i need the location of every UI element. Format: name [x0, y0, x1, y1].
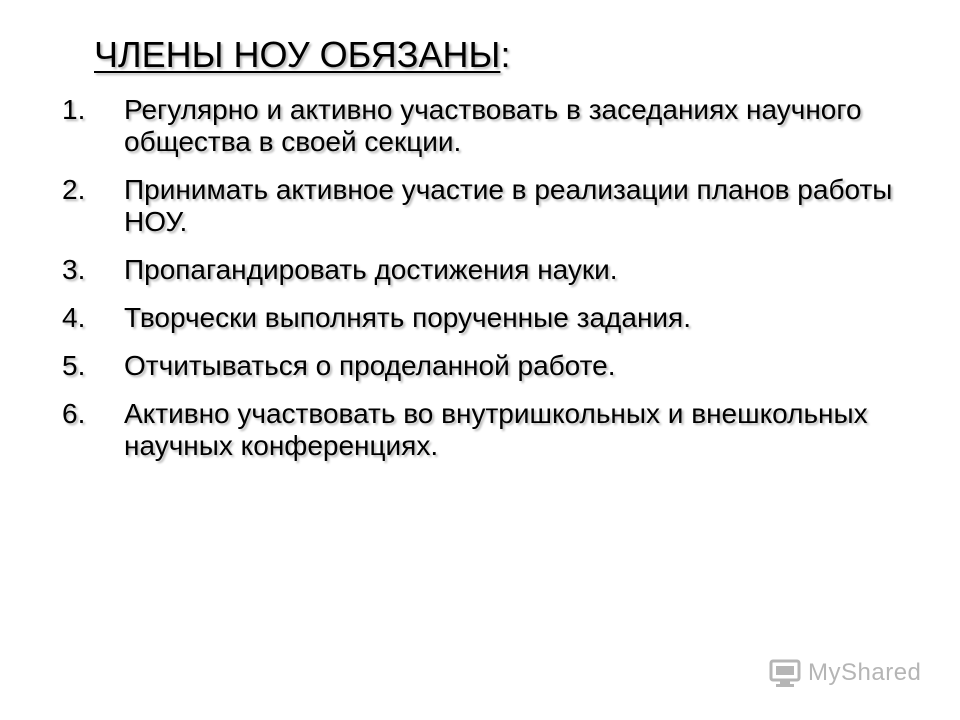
slide-title-suffix: :	[500, 34, 511, 75]
list-item	[62, 350, 922, 382]
list-item-number: 3.	[62, 254, 86, 285]
list-item-text: Отчитываться о проделанной работе.	[124, 350, 616, 381]
slide-title-main: ЧЛЕНЫ НОУ ОБЯЗАНЫ	[94, 34, 501, 75]
list-item	[62, 398, 922, 462]
list-item-text: Пропагандировать достижения науки.	[124, 254, 618, 285]
list-item-number: 5.	[62, 350, 86, 381]
list-item-number: 2.	[62, 174, 86, 205]
list-item-text: Активно участвовать во внутришкольных и внешкольных научных конференциях.	[124, 398, 868, 461]
list-item	[62, 302, 922, 334]
list-item-text: Принимать активное участие в реализации планов работы НОУ.	[124, 174, 893, 237]
myshared-watermark	[768, 655, 921, 691]
watermark-text: MyShared	[808, 659, 922, 686]
myshared-logo-icon	[768, 658, 802, 688]
list-item-text: Регулярно и активно участвовать в заседаниях научного общества в своей секции.	[124, 94, 862, 157]
list-item-text: Творчески выполнять порученные задания.	[124, 302, 691, 333]
list-item-number: 1.	[62, 94, 86, 125]
list-item-number: 6.	[62, 398, 86, 429]
slide-title	[94, 33, 510, 77]
list-item	[62, 254, 922, 286]
list-item	[62, 94, 922, 158]
list-item-number: 4.	[62, 302, 86, 333]
list-item	[62, 174, 922, 238]
duties-list	[62, 94, 922, 478]
